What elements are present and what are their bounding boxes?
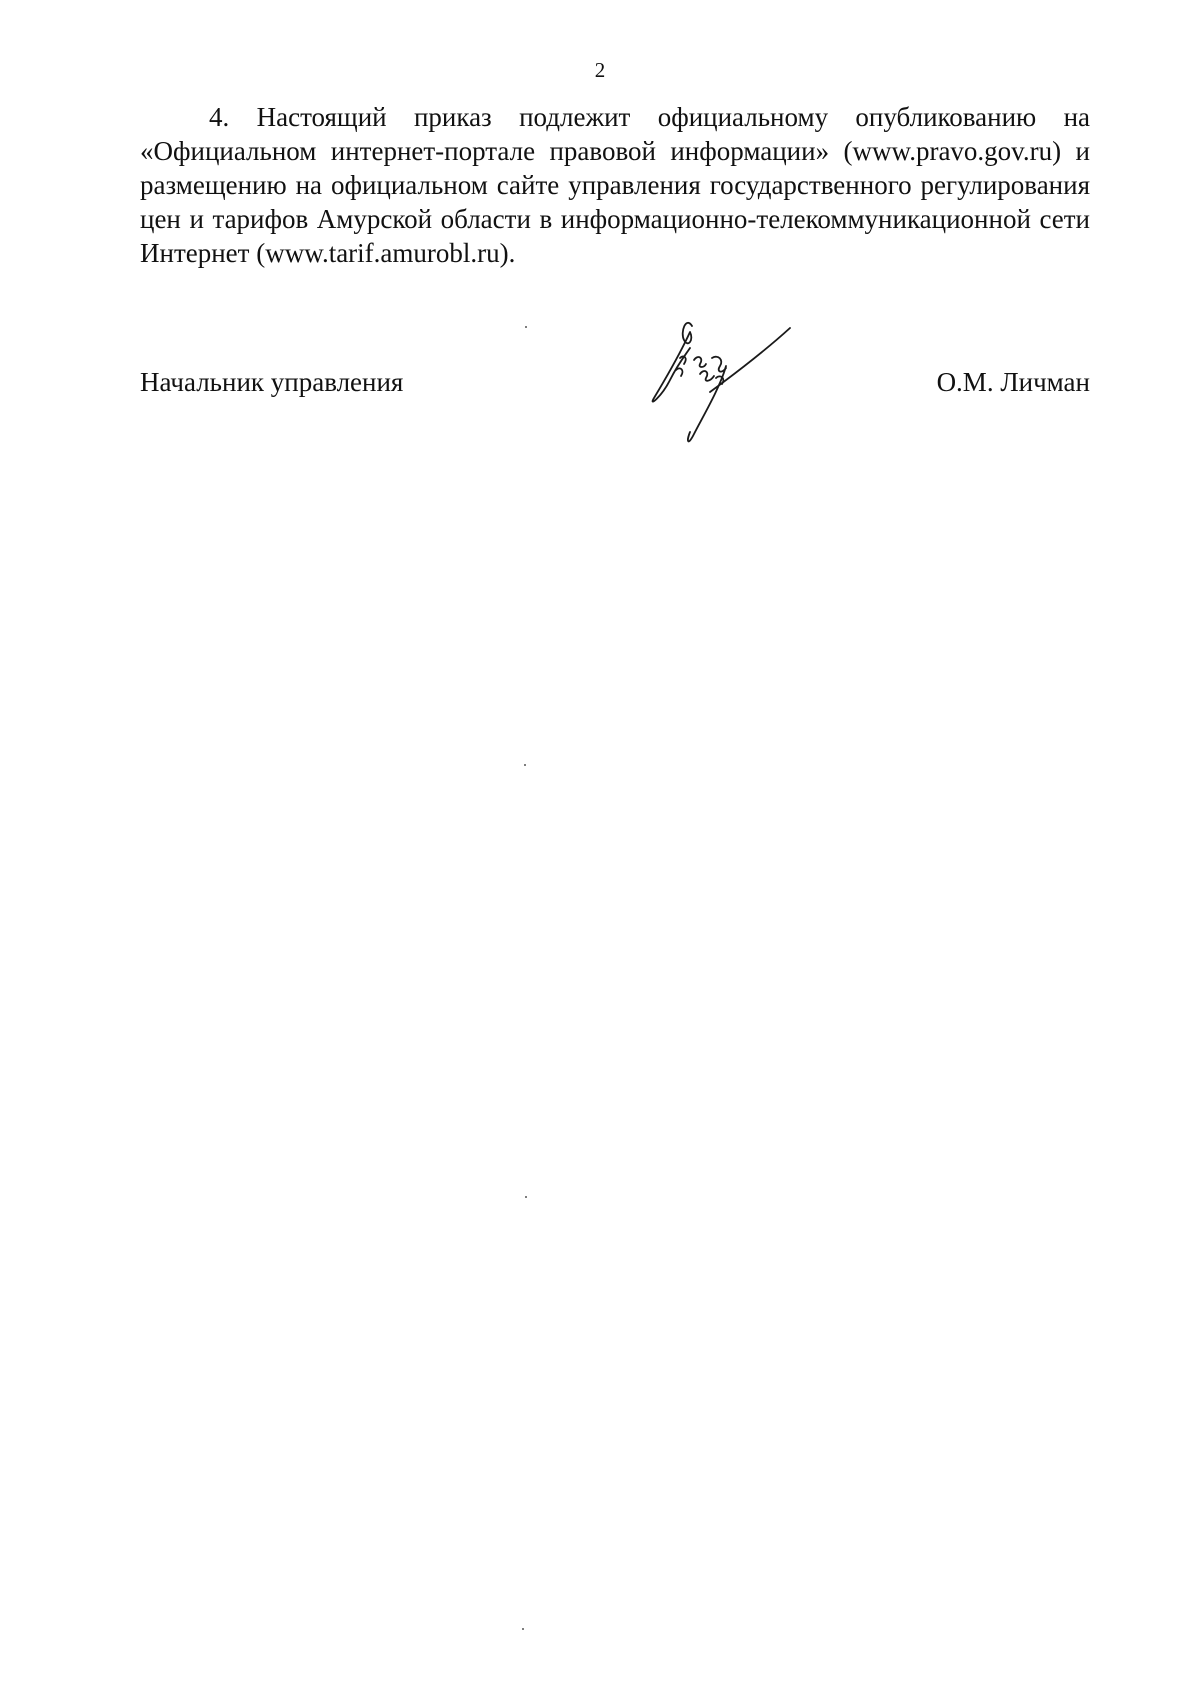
scan-speck (525, 1196, 527, 1198)
scan-speck (522, 1628, 524, 1630)
scan-speck (525, 326, 527, 328)
scan-speck (524, 764, 526, 766)
page-number: 2 (594, 58, 606, 82)
signatory-position: Начальник управления (140, 367, 404, 397)
clause-4-paragraph: 4. Настоящий приказ подлежит официальному опубликованию на «Официальном интернет-портале правовой информации» (www.pravo.gov.ru) и размещению на официальном сайте управления государственного регулирования цен и тарифов Амурской области в информационно-телекоммуникационной сети Интернет (www.tarif.amurobl.ru). (140, 102, 1090, 268)
handwritten-signature (640, 318, 860, 478)
signatory-name: О.М. Личман (936, 367, 1090, 397)
